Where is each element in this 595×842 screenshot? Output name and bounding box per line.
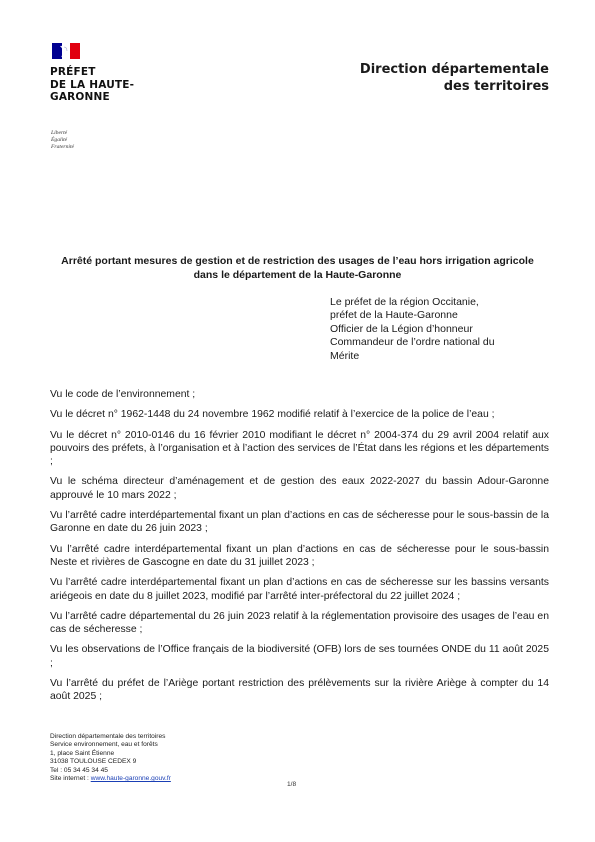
address-line: Tel : 05 34 45 34 45 (50, 766, 108, 774)
arrete-title: Arrêté portant mesures de gestion et de restriction des usages de l’eau hors irrigation agricole dans le département de la Haute-Garonne (61, 255, 534, 281)
prefet-title (50, 66, 180, 104)
visa-paragraph: Vu l’arrêté cadre interdépartemental fixant un plan d’actions en cas de sécheresse sur les bassins versants ariégeois en date du 8 juillet 2023, modifié par l’arrêté inter-préfectoral du 22 juillet 2024 ; (50, 577, 549, 602)
motto-line: Fraternité (51, 143, 74, 150)
issuing-directorate (360, 61, 549, 95)
direction-line: Direction départementale (359, 62, 549, 77)
signatory-line: Le préfet de la région Occitanie, (330, 296, 479, 308)
direction-line: des territoires (443, 79, 549, 94)
motto-line: Liberté (51, 130, 68, 136)
address-line: 31038 TOULOUSE CEDEX 9 (50, 758, 137, 766)
signatory-line: préfet de la Haute-Garonne (330, 309, 458, 322)
address-line: 1, place Saint Étienne (50, 749, 115, 757)
visa-paragraph: Vu les observations de l’Office français de la biodiversité (OFB) lors de ses tournées ONDE du 11 août 2025 ; (50, 644, 549, 669)
visa-paragraph: Vu le décret n° 2010-0146 du 16 février 2010 modifiant le décret n° 2004-374 du 29 avril 2004 relatif aux pouvoirs des préfets, à l’organisation et à l’action des services de l’État dans les régions et les départements ; (50, 429, 549, 468)
visa-paragraph: Vu l’arrêté cadre interdépartemental fixant un plan d’actions en cas de sécheresse pour le sous-bassin Neste et rivières de Gascogne en date du 31 juillet 2023 ; (50, 543, 549, 568)
logo-line: PRÉFET (50, 66, 96, 78)
signatory-line: Mérite (330, 349, 360, 362)
visas-list (50, 388, 549, 711)
visa-paragraph: Vu le code de l’environnement ; (50, 389, 196, 400)
website-link[interactable]: www.haute-garonne.gouv.fr (90, 775, 171, 783)
visa-paragraph: Vu l’arrêté du préfet de l’Ariège portant restriction des prélèvements sur la rivière Ariège à compter du 14 août 2025 ; (50, 678, 549, 703)
signatory-block (330, 296, 560, 363)
footer-address (50, 733, 270, 783)
motto-line: Égalité (51, 136, 68, 143)
address-line: Direction départementale des territoires (50, 733, 166, 740)
visa-paragraph: Vu le schéma directeur d’aménagement et de gestion des eaux 2022-2027 du bassin Adour-Garonne approuvé le 10 mars 2022 ; (50, 476, 549, 501)
marianne-flag-icon (52, 43, 80, 59)
signatory-line: Officier de la Légion d’honneur (330, 322, 473, 335)
website-line (50, 775, 270, 783)
visa-paragraph: Vu l’arrêté cadre départemental du 26 juin 2023 relatif à la réglementation provisoire des usages de l’eau en cas de sécheresse ; (50, 610, 549, 636)
logo-line: DE LA HAUTE- (50, 78, 135, 91)
visa-paragraph: Vu l’arrêté cadre interdépartemental fixant un plan d’actions en cas de sécheresse pour le sous-bassin de la Garonne en date du 26 juin 2023 ; (50, 510, 549, 535)
motto (51, 130, 111, 150)
page-number: 1/8 (287, 781, 297, 788)
signatory-line: Commandeur de l’ordre national du (330, 336, 495, 349)
visa-paragraph: Vu le décret n° 1962-1448 du 24 novembre 1962 modifié relatif à l’exercice de la police de l’eau ; (50, 409, 495, 421)
logo-line: GARONNE (50, 91, 110, 103)
website-label: Site internet : (50, 775, 89, 783)
address-line: Service environnement, eau et forêts (50, 741, 158, 749)
